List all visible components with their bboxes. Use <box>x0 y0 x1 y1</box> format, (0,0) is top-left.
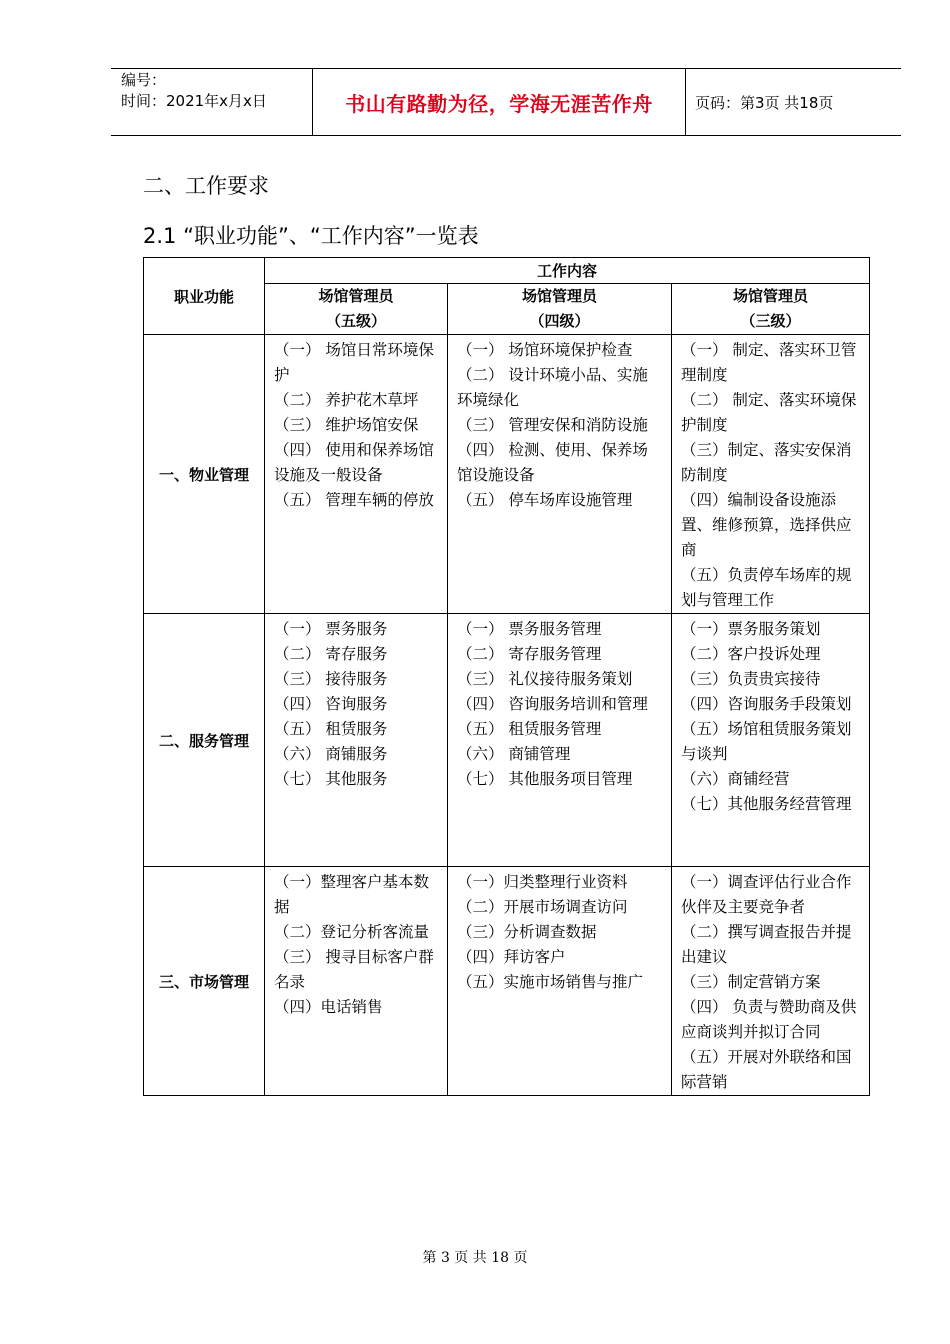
header-divider <box>685 68 686 136</box>
function-content-table <box>143 257 870 1096</box>
list-item: （三） 礼仪接待服务策划 <box>457 670 633 688</box>
page-footer: 第 3 页 共 18 页 <box>422 1250 528 1266</box>
row-func-label: 三、市场管理 <box>144 867 265 1096</box>
section-title: 二、工作要求 <box>143 174 269 198</box>
list-item: （五）实施市场销售与推广 <box>457 973 644 991</box>
list-item: （一） 场馆日常环境保护 <box>274 341 434 384</box>
list-item: （三）负责贵宾接待 <box>681 670 821 688</box>
table-row <box>144 335 870 614</box>
list-item: （五） 租赁服务管理 <box>457 720 602 738</box>
level-header <box>672 284 870 335</box>
level-title: 场馆管理员 <box>733 287 809 305</box>
list-item: （四） 检测、使用、保养场馆设施设备 <box>457 441 648 484</box>
list-item: （四） 使用和保养场馆设施及一般设备 <box>274 441 434 484</box>
content-cell <box>672 867 870 1096</box>
list-item: （二） 寄存服务 <box>274 645 388 663</box>
list-item: （三）制定、落实安保消防制度 <box>681 441 852 484</box>
list-item: （四） 咨询服务 <box>274 695 388 713</box>
list-item: （七）其他服务经营管理 <box>681 795 852 813</box>
header-meta <box>121 70 267 112</box>
list-item: （四）电话销售 <box>274 998 383 1016</box>
list-item: （二）开展市场调查访问 <box>457 898 628 916</box>
list-item: （二） 寄存服务管理 <box>457 645 602 663</box>
content-cell <box>265 614 448 867</box>
list-item: （六） 商铺服务 <box>274 745 388 763</box>
content-cell <box>672 614 870 867</box>
list-item: （一） 场馆环境保护检查 <box>457 341 633 359</box>
list-item: （三）制定营销方案 <box>681 973 821 991</box>
content-cell <box>265 335 448 614</box>
row-func-label: 一、物业管理 <box>144 335 265 614</box>
content-header: 工作内容 <box>265 258 870 284</box>
subsection-title: 2.1 “职业功能”、“工作内容”一览表 <box>143 224 479 248</box>
list-item: （二） 制定、落实环境保护制度 <box>681 391 857 434</box>
list-item: （二）登记分析客流量 <box>274 923 430 941</box>
list-item: （三） 维护场馆安保 <box>274 416 419 434</box>
code-label: 编号： <box>121 71 167 89</box>
list-item: （三） 接待服务 <box>274 670 388 688</box>
table-row <box>144 614 870 867</box>
row-func-label: 二、服务管理 <box>144 614 265 867</box>
list-item: （七） 其他服务 <box>274 770 388 788</box>
level-title: 场馆管理员 <box>521 287 597 305</box>
header-page-number: 页码：第3页 共18页 <box>695 93 834 112</box>
list-item: （五） 管理车辆的停放 <box>274 491 434 509</box>
list-item: （四）编制设备设施添置、维修预算，选择供应商 <box>681 491 852 559</box>
list-item: （三） 管理安保和消防设施 <box>457 416 648 434</box>
list-item: （二） 养护花木草坪 <box>274 391 419 409</box>
table-row <box>144 867 870 1096</box>
level-header <box>265 284 448 335</box>
list-item: （六）商铺经营 <box>681 770 790 788</box>
list-item: （一） 制定、落实环卫管理制度 <box>681 341 857 384</box>
list-item: （四） 咨询服务培训和管理 <box>457 695 648 713</box>
level-grade: （四级） <box>529 312 590 330</box>
list-item: （一） 票务服务 <box>274 620 388 638</box>
level-grade: （三级） <box>740 312 801 330</box>
list-item: （二）客户投诉处理 <box>681 645 821 663</box>
list-item: （二） 设计环境小品、实施环境绿化 <box>457 366 648 409</box>
content-cell <box>448 614 672 867</box>
list-item: （一） 票务服务管理 <box>457 620 602 638</box>
level-title: 场馆管理员 <box>318 287 394 305</box>
content-cell <box>448 335 672 614</box>
list-item: （五） 停车场库设施管理 <box>457 491 633 509</box>
list-item: （七） 其他服务项目管理 <box>457 770 633 788</box>
list-item: （一）归类整理行业资料 <box>457 873 628 891</box>
list-item: （二）撰写调查报告并提出建议 <box>681 923 852 966</box>
content-cell <box>672 335 870 614</box>
list-item: （五） 租赁服务 <box>274 720 388 738</box>
list-item: （三）分析调查数据 <box>457 923 597 941</box>
content-cell <box>448 867 672 1096</box>
list-item: （三） 搜寻目标客户群名录 <box>274 948 434 991</box>
list-item: （四） 负责与赞助商及供应商谈判并拟订合同 <box>681 998 857 1041</box>
func-header: 职业功能 <box>144 258 265 335</box>
list-item: （五）开展对外联络和国际营销 <box>681 1048 852 1091</box>
level-grade: （五级） <box>325 312 386 330</box>
list-item: （四）咨询服务手段策划 <box>681 695 852 713</box>
list-item: （一）调查评估行业合作伙伴及主要竞争者 <box>681 873 852 916</box>
time-label: 时间：2021年x月x日 <box>121 92 267 110</box>
list-item: （五）场馆租赁服务策划与谈判 <box>681 720 852 763</box>
header-motto: 书山有路勤为径，学海无涯苦作舟 <box>345 91 653 116</box>
list-item: （四）拜访客户 <box>457 948 566 966</box>
list-item: （一）整理客户基本数据 <box>274 873 430 916</box>
list-item: （五）负责停车场库的规划与管理工作 <box>681 566 852 609</box>
list-item: （六） 商铺管理 <box>457 745 571 763</box>
list-item: （一）票务服务策划 <box>681 620 821 638</box>
level-header <box>448 284 672 335</box>
content-cell <box>265 867 448 1096</box>
